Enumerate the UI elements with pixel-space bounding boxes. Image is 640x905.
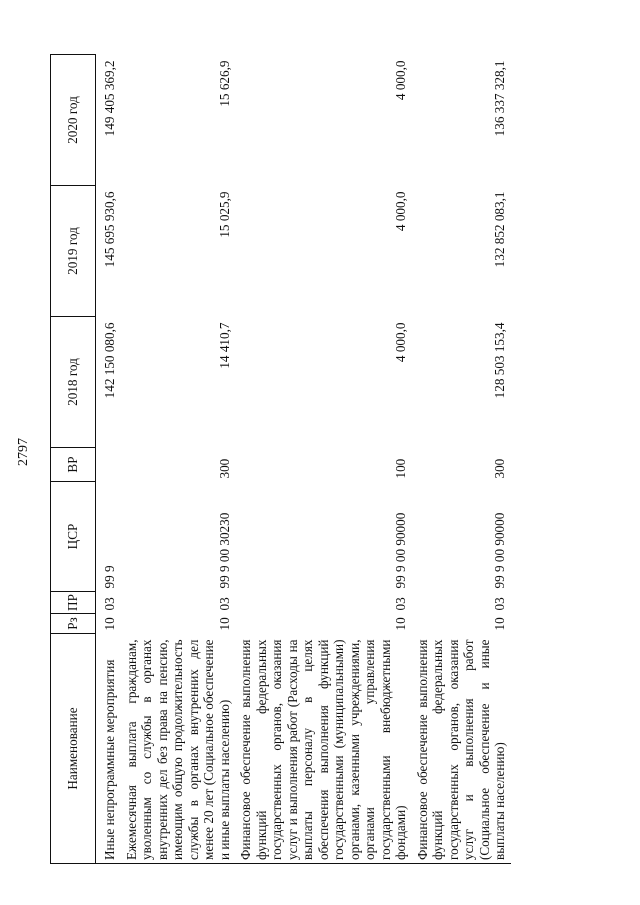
row-vr — [96, 448, 121, 482]
table-row — [235, 55, 412, 864]
header-pr: ПР — [51, 592, 96, 614]
row-2018: 128 503 153,4 — [492, 322, 507, 399]
row-pr: 03 — [216, 597, 232, 611]
row-2019: 145 695 930,6 — [102, 191, 117, 268]
row-name: Ежемесячная выплата гражданам, уволенным со службы в органах внутренних дел без права на пенсию, имеющим общую продолжительность службы в органах внутренних дел менее 20 лет (Социальное обеспечение и иные выплаты населению) — [121, 634, 236, 864]
header-2019: 2019 год — [51, 186, 96, 317]
header-2018: 2018 год — [51, 317, 96, 448]
row-2020: 136 337 328,1 — [492, 60, 507, 137]
table-row — [412, 55, 511, 864]
rotated-table-container — [50, 54, 600, 864]
row-csr: 99 9 00 90000 — [393, 512, 408, 589]
row-pr: 03 — [492, 597, 507, 611]
row-name: Финансовое обеспечение выполнения функций федеральных государственных органов, оказания услуг и выполнения работ (Социальное обеспечение и иные выплаты населению) — [412, 634, 511, 864]
row-rz: 10 — [216, 617, 232, 631]
row-name: Иные непрограммные мероприятия — [96, 634, 121, 864]
row-csr: 99 9 — [102, 565, 117, 589]
row-rz: 10 — [492, 617, 507, 631]
budget-table — [50, 54, 511, 864]
row-csr: 99 9 00 30230 — [216, 512, 232, 589]
row-2020: 4 000,0 — [393, 60, 408, 101]
row-csr: 99 9 00 90000 — [492, 512, 507, 589]
row-pr: 03 — [393, 597, 408, 611]
row-2019: 132 852 083,1 — [492, 191, 507, 268]
row-vr: 300 — [216, 458, 232, 479]
row-2018: 14 410,7 — [216, 322, 232, 369]
row-2018: 142 150 080,6 — [102, 322, 117, 399]
row-pr: 03 — [102, 597, 117, 611]
row-2018: 4 000,0 — [393, 322, 408, 363]
header-name: Наименование — [51, 634, 96, 864]
header-vr: ВР — [51, 448, 96, 482]
row-vr: 100 — [393, 458, 408, 479]
table-header — [51, 55, 96, 864]
row-vr: 300 — [492, 458, 507, 479]
table-row — [121, 55, 236, 864]
row-2019: 15 025,9 — [216, 191, 232, 238]
table-row — [96, 55, 121, 864]
table-body — [96, 55, 511, 864]
header-csr: ЦСР — [51, 482, 96, 592]
row-2020: 15 626,9 — [216, 60, 232, 107]
row-rz: 10 — [393, 617, 408, 631]
header-row — [51, 55, 96, 864]
row-name: Финансовое обеспечение выполнения функций федеральных государственных органов, оказания услуг и выполнения работ (Расходы на выплаты персоналу в целях обеспечения выполнения функций государственными (муниципальными) органами, казенными учреждениями, органами управления государственными внебюджетными фондами) — [235, 634, 412, 864]
header-rz: Рз — [51, 614, 96, 634]
page-number: 2797 — [16, 438, 31, 466]
header-2020: 2020 год — [51, 55, 96, 186]
row-rz: 10 — [102, 617, 117, 631]
row-2019: 4 000,0 — [393, 191, 408, 232]
row-2020: 149 405 369,2 — [102, 60, 117, 137]
